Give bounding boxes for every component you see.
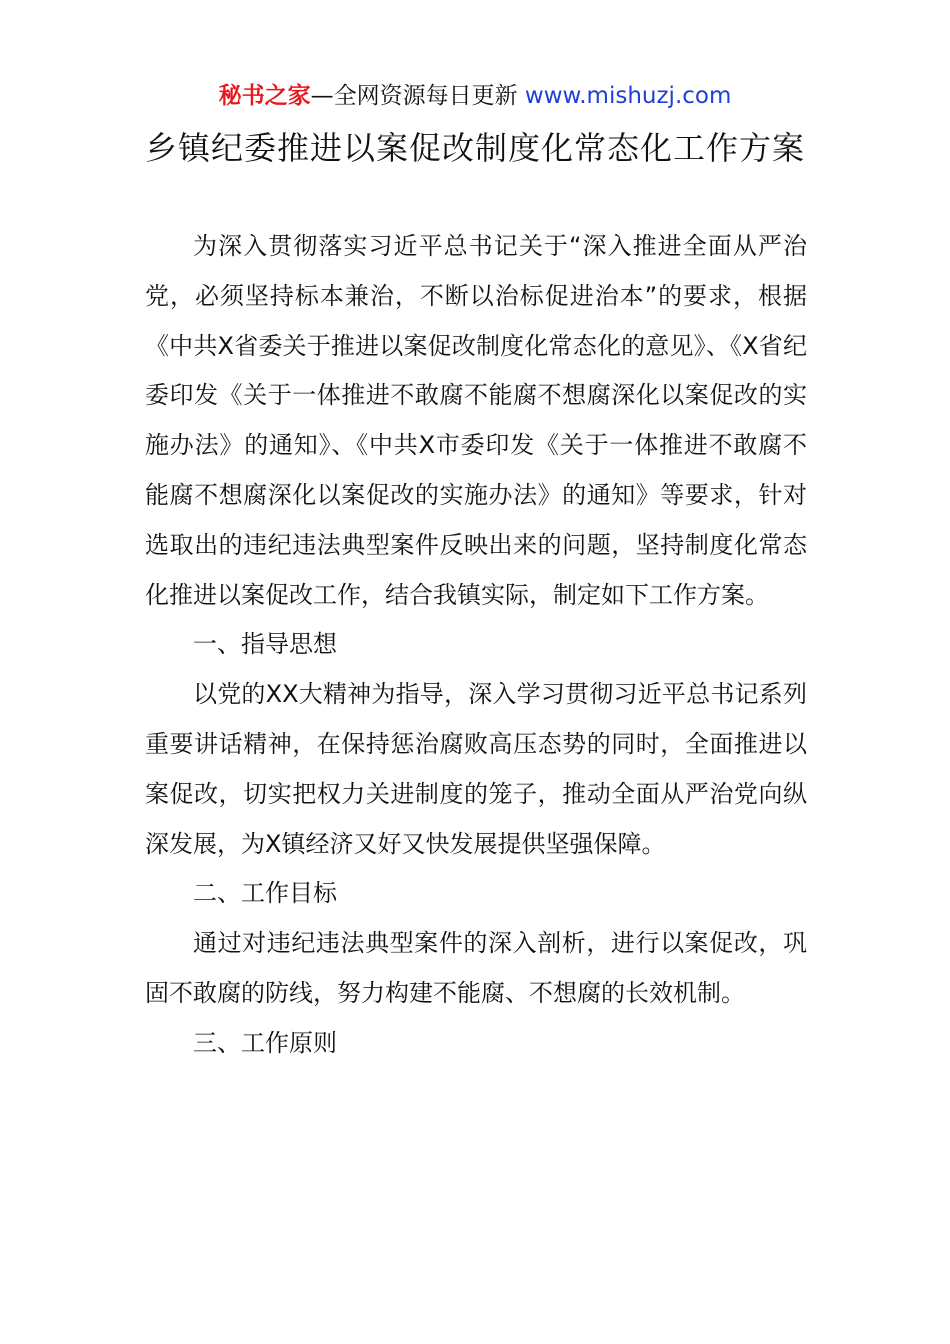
section-heading-guiding-thought: 一、指导思想: [193, 630, 337, 659]
site-url-link[interactable]: www.mishuzj.com: [524, 83, 732, 109]
section-heading-work-goals: 二、工作目标: [193, 879, 337, 908]
section-text-guiding-thought: 以党的XX大精神为指导，深入学习贯彻习近平总书记系列重要讲话精神，在保持惩治腐败高压态势的同时，全面推进以案促改，切实把权力关进制度的笼子，推动全面从严治党向纵深发展，为X镇经济又好又快发展提供坚强保障。: [145, 680, 807, 858]
section-text-work-goals: 通过对违纪违法典型案件的深入剖析，进行以案促改，巩固不敢腐的防线，努力构建不能腐、不想腐的长效机制。: [145, 929, 807, 1007]
document-body: [145, 222, 807, 1069]
section-heading-work-principles: 三、工作原则: [193, 1028, 337, 1057]
site-tagline: —全网资源每日更新: [310, 83, 525, 109]
brand-name: 秘书之家: [218, 83, 311, 109]
document-title: 乡镇纪委推进以案促改制度化常态化工作方案: [144, 129, 805, 167]
site-header: [0, 80, 950, 112]
intro-paragraph: 为深入贯彻落实习近平总书记关于“深入推进全面从严治党，必须坚持标本兼治，不断以治标促进治本”的要求，根据《中共X省委关于推进以案促改制度化常态化的意见》、《X省纪委印发《关于一体推进不敢腐不能腐不想腐深化以案促改的实施办法》的通知》、《中共X市委印发《关于一体推进不敢腐不能腐不想腐深化以案促改的实施办法》的通知》等要求，针对选取出的违纪违法典型案件反映出来的问题，坚持制度化常态化推进以案促改工作，结合我镇实际，制定如下工作方案。: [145, 232, 807, 609]
